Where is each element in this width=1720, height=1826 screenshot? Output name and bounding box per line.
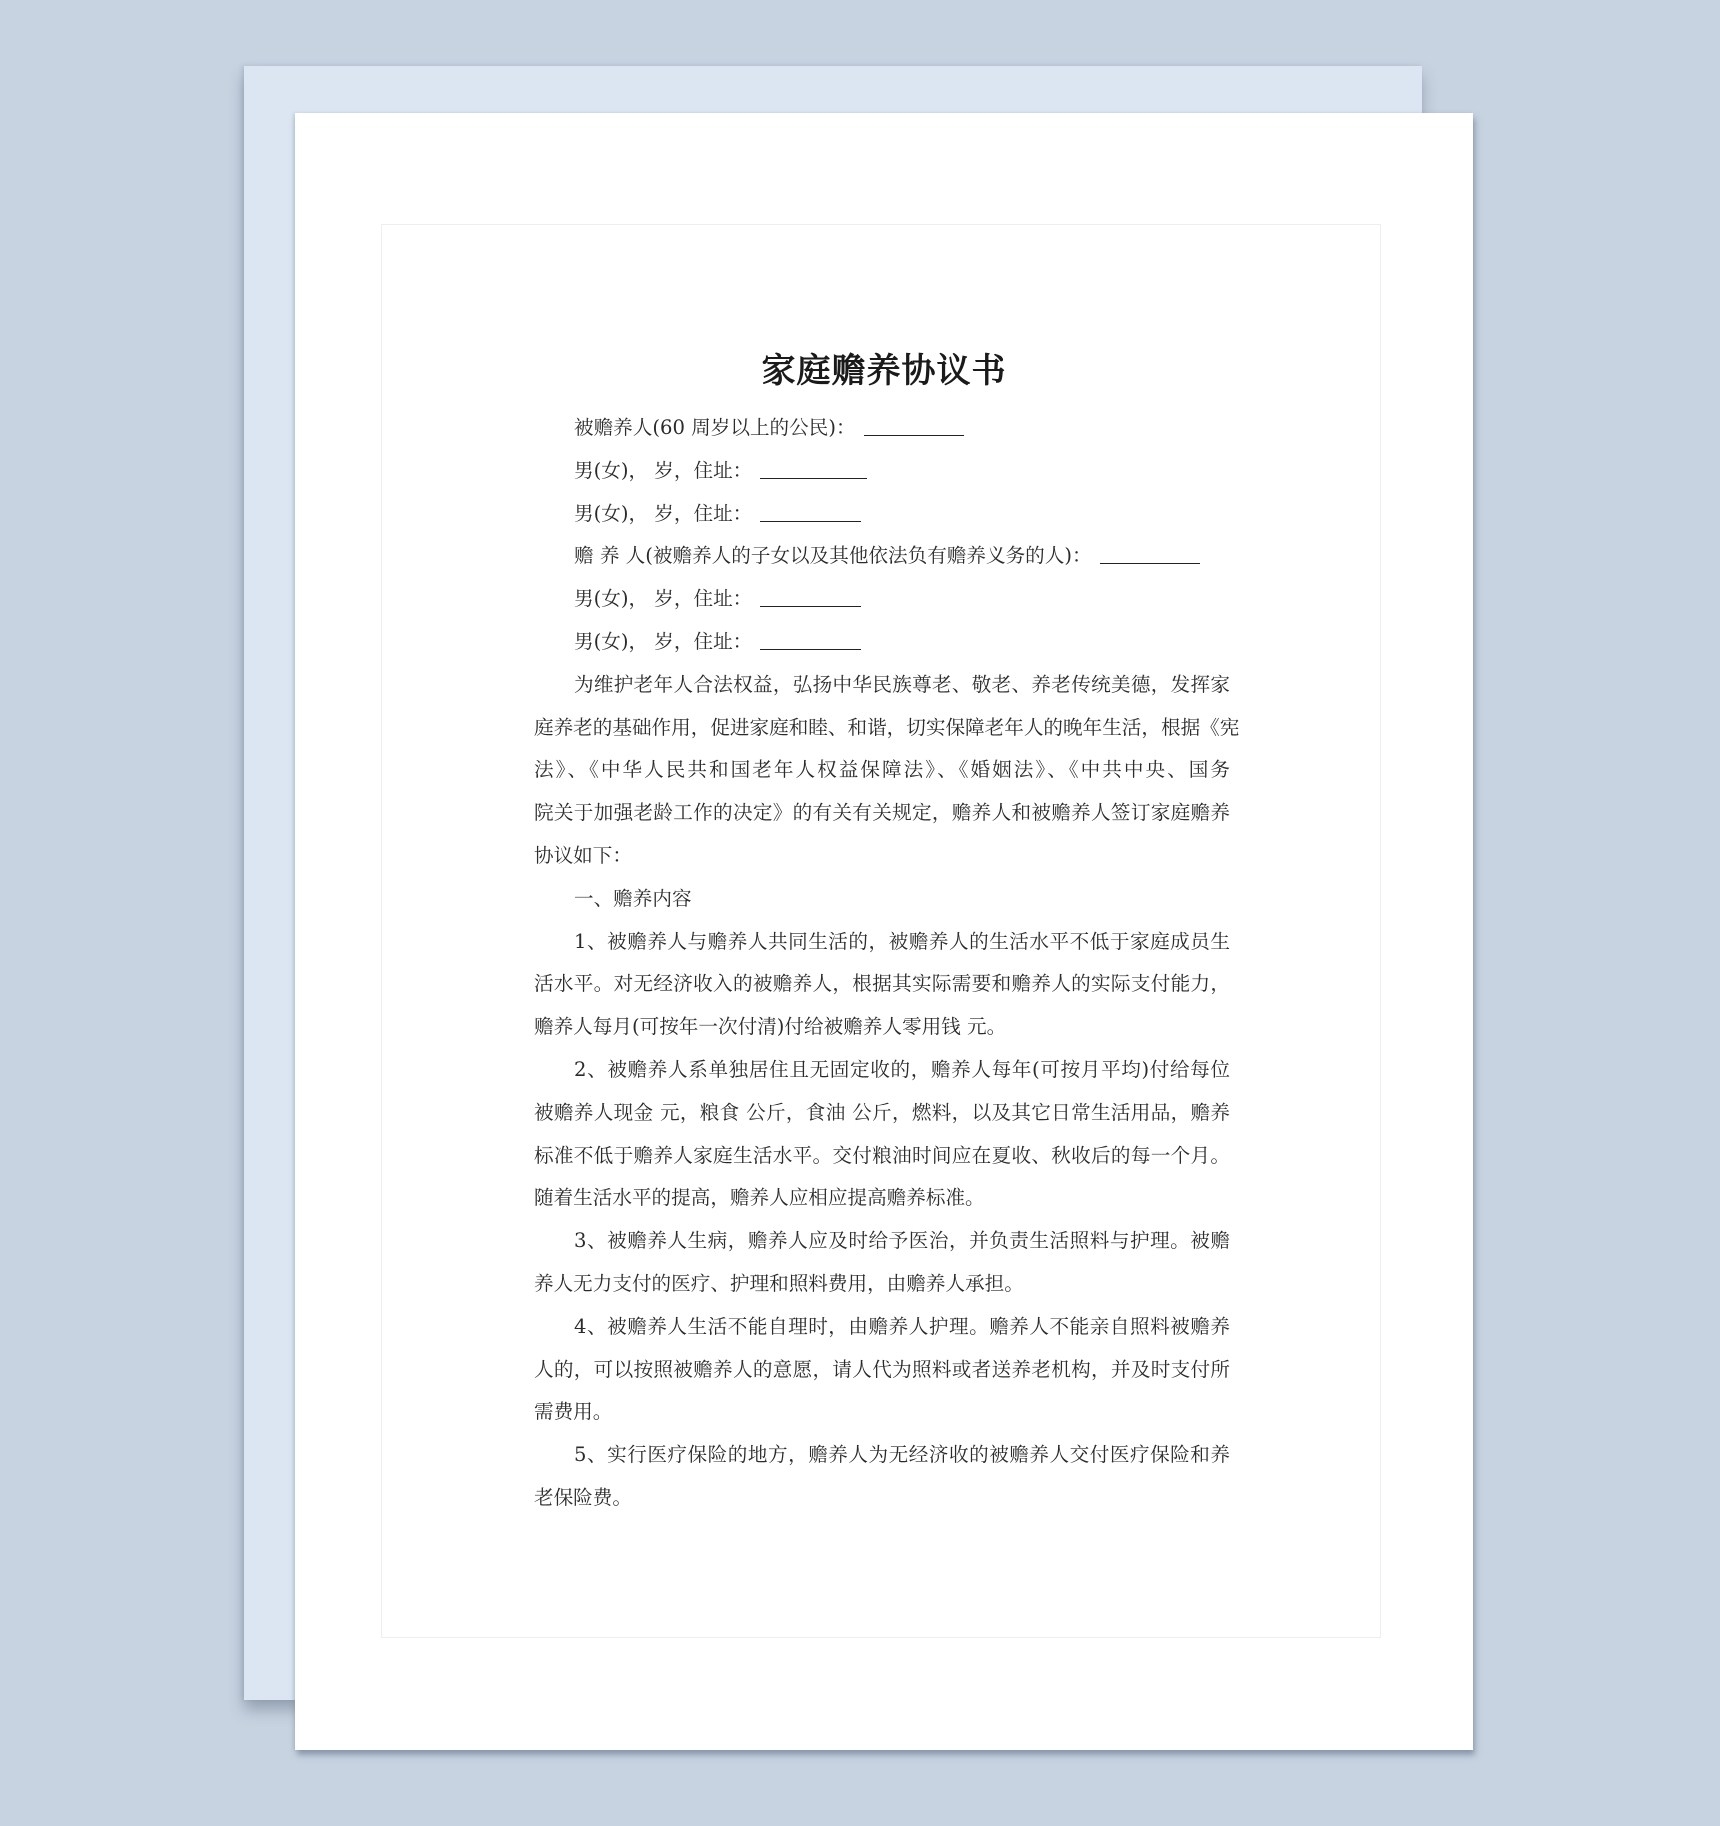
header-line-supporting-party <box>534 535 1230 578</box>
header-line-supported-person-2 <box>534 493 1230 536</box>
intro-line: 法》、《中华人民共和国老年人权益保障法》、《婚姻法》、《中共中央、国务 <box>534 758 1230 782</box>
header-line-supported-person-1 <box>534 450 1230 493</box>
fill-in-blank[interactable] <box>760 584 861 607</box>
item-2-line: 标准不低于赡养人家庭生活水平。交付粮油时间应在夏收、秋收后的每一个月。 <box>534 1143 1230 1167</box>
header-line-text: 男(女)， 岁，住址： <box>574 458 753 482</box>
header-line-text: 男(女)， 岁，住址： <box>574 629 753 653</box>
item-2-line: 随着生活水平的提高，赡养人应相应提高赡养标准。 <box>534 1186 985 1210</box>
intro-line: 庭养老的基础作用，促进家庭和睦、和谐，切实保障老年人的晚年生活，根据《宪 <box>534 715 1240 739</box>
item-3-line: 养人无力支付的医疗、护理和照料费用，由赡养人承担。 <box>534 1271 1024 1295</box>
header-line-text: 男(女)， 岁，住址： <box>574 587 753 611</box>
intro-line: 院关于加强老龄工作的决定》的有关有关规定，赡养人和被赡养人签订家庭赡养 <box>534 801 1230 825</box>
fill-in-blank[interactable] <box>1100 541 1200 564</box>
item-2-line: 被赡养人现金 元，粮食 公斤，食油 公斤，燃料，以及其它日常生活用品，赡养 <box>534 1100 1230 1124</box>
header-line-supporting-person-1 <box>534 578 1230 621</box>
item-3-line: 3、被赡养人生病，赡养人应及时给予医治，并负责生活照料与护理。被赡 <box>574 1229 1230 1253</box>
item-5-line: 老保险费。 <box>534 1485 632 1509</box>
item-2-line: 2、被赡养人系单独居住且无固定收的，赡养人每年(可按月平均)付给每位 <box>574 1057 1230 1081</box>
item-1-line: 1、被赡养人与赡养人共同生活的，被赡养人的生活水平不低于家庭成员生 <box>574 929 1230 953</box>
header-line-supported-party <box>534 407 1230 450</box>
fill-in-blank[interactable] <box>760 499 861 522</box>
document-title: 家庭赡养协议书 <box>761 351 1007 391</box>
item-1-line: 赡养人每月(可按年一次付清)付给被赡养人零用钱 元。 <box>534 1015 1007 1039</box>
fill-in-blank[interactable] <box>760 456 867 479</box>
section-heading: 一、赡养内容 <box>574 886 692 910</box>
document-page <box>295 113 1473 1750</box>
header-line-text: 被赡养人(60 周岁以上的公民)： <box>574 416 856 439</box>
item-5-line: 5、实行医疗保险的地方，赡养人为无经济收的被赡养人交付医疗保险和养 <box>574 1443 1230 1467</box>
item-4-line: 4、被赡养人生活不能自理时，由赡养人护理。赡养人不能亲自照料被赡养 <box>574 1314 1230 1338</box>
header-line-text: 赡 养 人(被赡养人的子女以及其他依法负有赡养义务的人)： <box>574 544 1092 568</box>
item-1-line: 活水平。对无经济收入的被赡养人，根据其实际需要和赡养人的实际支付能力， <box>534 972 1230 996</box>
item-4-line: 需费用。 <box>534 1400 613 1424</box>
document-body <box>534 407 1240 1520</box>
fill-in-blank[interactable] <box>760 627 861 650</box>
item-4-line: 人的，可以按照被赡养人的意愿，请人代为照料或者送养老机构，并及时支付所 <box>534 1357 1230 1381</box>
header-line-text: 男(女)， 岁，住址： <box>574 501 753 525</box>
fill-in-blank[interactable] <box>864 413 964 436</box>
header-line-supporting-person-2 <box>534 621 1230 664</box>
intro-line: 协议如下： <box>534 843 632 867</box>
intro-line: 为维护老年人合法权益，弘扬中华民族尊老、敬老、养老传统美德，发挥家 <box>574 672 1230 696</box>
